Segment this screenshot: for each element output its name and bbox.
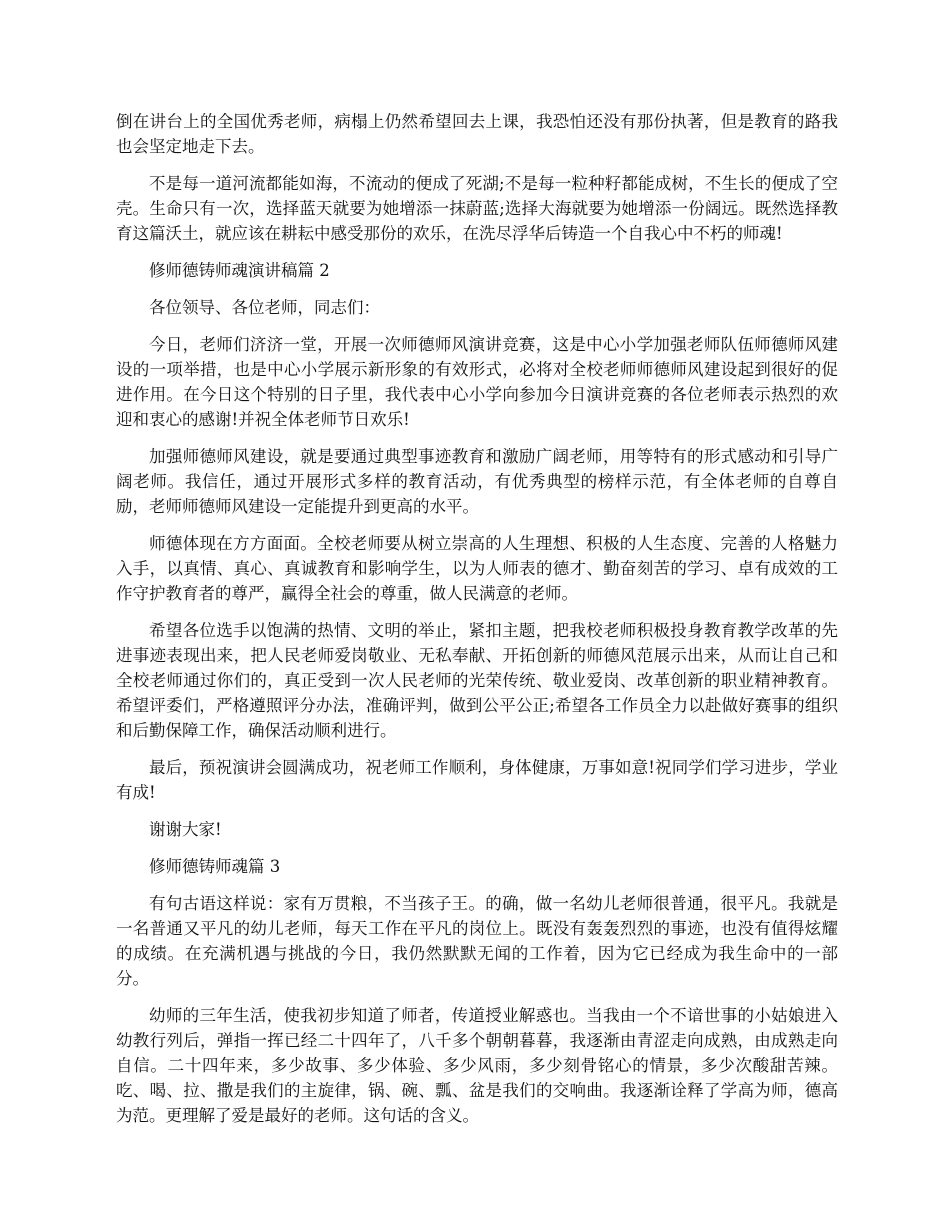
- salutation: 各位领导、各位老师，同志们：: [149, 298, 380, 317]
- paragraph-opening: 今日，老师们济济一堂，开展一次师德师风演讲竞赛，这是中心小学加强老师队伍师德师风建设的一项举措，也是中心小学展示新形象的有效形式，必将对全校老师师德师风建设起到很好的促进作用。在今日这个特别的日子里，我代表中心小学向参加今日演讲竞赛的各位老师表示热烈的欢迎和衷心的感谢!并祝全体老师节日欢乐!: [116, 335, 838, 429]
- paragraph-three-years: 幼师的三年生活，使我初步知道了师者，传道授业解惑也。当我由一个不谙世事的小姑娘进入幼教行列后，弹指一挥已经二十四年了，八千多个朝朝暮暮，我逐渐由青涩走向成熟，由成熟走向自信。二十四年来，多少故事、多少体验、多少风雨，多少刻骨铭心的情景，多少次酸甜苦辣。吃、喝、拉、撒是我们的主旋律，锅、碗、瓢、盆是我们的交响曲。我逐渐诠释了学高为师，德高为范。更理解了爱是最好的老师。这句话的含义。: [116, 1006, 838, 1125]
- paragraph-closing: 最后，预祝演讲会圆满成功，祝老师工作顺利，身体健康，万事如意!祝同学们学习进步，学业有成!: [116, 758, 838, 802]
- paragraph-proverb: 有句古语这样说：家有万贯粮，不当孩子王。的确，做一名幼儿老师很普通，很平凡。我就是一名普通又平凡的幼儿老师，每天工作在平凡的岗位上。既没有轰轰烈烈的事迹，也没有值得炫耀的成绩。在充满机遇与挑战的今日，我仍然默默无闻的工作着，因为它已经成为我生命中的一部分。: [116, 894, 838, 988]
- paragraph-2: 不是每一道河流都能如海，不流动的便成了死湖;不是每一粒种籽都能成树，不生长的便成了空壳。生命只有一次，选择蓝天就要为她增添一抹蔚蓝;选择大海就要为她增添一份阔远。既然选择教育这篇沃土，就应该在耕耘中感受那份的欢乐，在洗尽浮华后铸造一个自我心中不朽的师魂!: [116, 174, 838, 243]
- paragraph-hope: 希望各位选手以饱满的热情、文明的举止，紧扣主题，把我校老师积极投身教育教学改革的先进事迹表现出来，把人民老师爱岗敬业、无私奉献、开拓创新的师德风范展示出来，从而让自己和全校老师通过你们的，真正受到一次人民老师的光荣传统、敬业爱岗、改革创新的职业精神教育。希望评委们，严格遵照评分办法，准确评判，做到公平公正;希望各工作员全力以赴做好赛事的组织和后勤保障工作，确保活动顺利进行。: [116, 621, 838, 740]
- section-heading-2: 修师德铸师魂演讲稿篇 2: [149, 261, 330, 280]
- paragraph-strengthen: 加强师德师风建设，就是要通过典型事迹教育和激励广阔老师，用等特有的形式感动和引导广阔老师。我信任，通过开展形式多样的教育活动，有优秀典型的榜样示范，有全体老师的自尊自励，老师师德师风建设一定能提升到更高的水平。: [116, 447, 838, 516]
- paragraph-1: 倒在讲台上的全国优秀老师，病榻上仍然希望回去上课，我恐怕还没有那份执著，但是教育的路我也会坚定地走下去。: [116, 112, 838, 156]
- section-heading-3: 修师德铸师魂篇 3: [149, 857, 281, 876]
- paragraph-ethics: 师德体现在方方面面。全校老师要从树立崇高的人生理想、积极的人生态度、完善的人格魅力入手，以真情、真心、真诚教育和影响学生，以为人师表的德才、勤奋刻苦的学习、卓有成效的工作守护教育者的尊严，赢得全社会的尊重，做人民满意的老师。: [116, 534, 838, 603]
- paragraph-thanks: 谢谢大家!: [149, 820, 222, 839]
